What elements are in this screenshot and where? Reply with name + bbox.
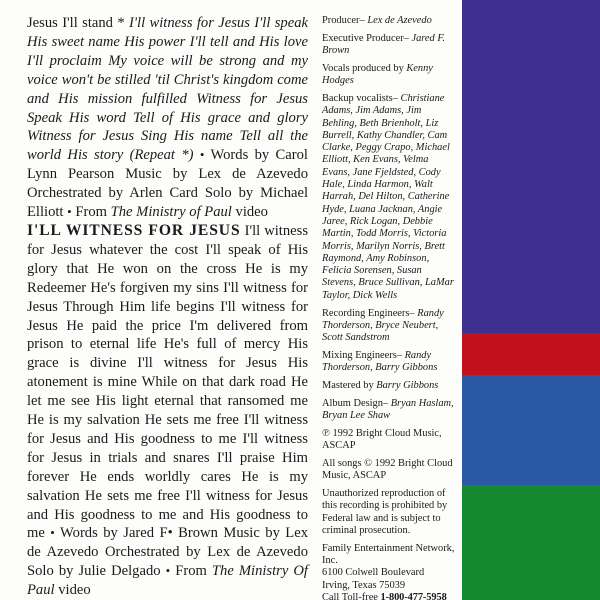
- credit-label: Album Design–: [322, 397, 389, 409]
- credit-label: Mixing Engineers–: [322, 349, 402, 361]
- previous-track-credits: Words by Carol Lynn Pearson Music by Lex de Azevedo Orchestrated by Arlen Card Solo by Michael Elliott: [27, 147, 308, 221]
- credit-mixing-engineers: [322, 350, 455, 375]
- credit-bullet-separator: •: [199, 147, 205, 163]
- track-video-word: video: [58, 582, 91, 599]
- company-address-block: [322, 543, 455, 600]
- credit-bullet-separator-2: •: [67, 204, 72, 220]
- credit-label: Mastered by: [322, 380, 374, 392]
- lyrics-italic-body: I'll witness for Jesus I'll speak His sweet name His power I'll tell and His love I'll proclaim My voice will be strong and my voice won't be stilled 'til Christ's kingdom come and His mission fulfilled Witness for Jesus Speak His word Tell of His grace and glory Witness for Jesus Sing His name Tell all the world His story (Repeat *): [27, 15, 308, 164]
- credit-label: Recording Engineers–: [322, 307, 415, 319]
- track-source-video-title: The Ministry Of Paul: [27, 563, 308, 599]
- track-block: [27, 222, 308, 600]
- songs-copyright-line: All songs © 1992 Bright Cloud Music, ASCAP: [322, 458, 453, 482]
- credit-names: Randy Thorderson, Bryce Neubert, Scott Sandstrom: [322, 307, 444, 344]
- lyrics-lead-roman: Jesus I'll stand *: [27, 15, 125, 31]
- credit-names: Kenny Hodges: [322, 62, 433, 87]
- phone-label: Call Toll-free: [322, 591, 378, 600]
- credit-names: Barry Gibbons: [376, 380, 439, 392]
- from-label: From: [75, 204, 107, 221]
- credit-names: Randy Thorderson, Barry Gibbons: [322, 349, 438, 374]
- toll-free-phone-number: 1-800-477-5958: [380, 591, 447, 600]
- credit-producer: [322, 15, 455, 27]
- credit-recording-engineers: [322, 308, 455, 345]
- credit-names: Christiane Adams, Jim Adams, Jim Behling, Beth Brienholt, Liz Burrell, Kathy Chandler, Cam Clarke, Peggy Crapo, Michael Elliott, Ken Evans, Velma Evans, Jane Fjeldsted, Cody Hale, Linda Harmon, Walt Harrah, Del Hilton, Catherine Hyde, Luana Jacknan, Angie Jaree, Rick Logan, Debbie Martin, Todd Morris, Victoria Morris, Marilyn Norris, Brett Raymond, Amy Robinson, Felicia Sorensen, Susan Stevens, Bruce Sullivan, LaMar Taylor, Dick Wells: [322, 92, 454, 301]
- song-title: I'LL WITNESS FOR JESUS: [27, 221, 241, 239]
- credit-names: Lex de Azevedo: [367, 15, 432, 26]
- track-from-label: From: [175, 563, 207, 580]
- purple-bar: [462, 0, 600, 333]
- source-video-title: The Ministry of Paul: [110, 204, 232, 221]
- credit-label: Producer–: [322, 15, 365, 26]
- credits-column: [322, 15, 455, 600]
- previous-track-lyrics-block: [27, 14, 308, 222]
- credit-backup-vocalists: [322, 93, 455, 302]
- green-bar: [462, 485, 600, 600]
- phonogram-copyright-line: ℗ 1992 Bright Cloud Music, ASCAP: [322, 427, 442, 452]
- track-credits: Words by Jared F• Brown Music by Lex de Azevedo Orchestrated by Lex de Azevedo Solo by Julie Delgado: [27, 525, 308, 580]
- legal-notice: Unauthorized reproduction of this recording is prohibited by Federal law and is subject to criminal prosecution.: [322, 488, 448, 536]
- lyrics-column: [27, 14, 308, 600]
- track-credit-bullet: •: [50, 525, 55, 541]
- video-word: video: [235, 204, 268, 221]
- credit-names: Bryan Haslam, Bryan Lee Shaw: [322, 397, 454, 422]
- blue-bar: [462, 375, 600, 485]
- credit-album-design: [322, 398, 455, 423]
- track-credit-bullet-2: •: [165, 563, 171, 579]
- credit-label: Vocals produced by: [322, 62, 404, 74]
- company-name: Family Entertainment Network, Inc.: [322, 542, 455, 567]
- credit-mastered-by: [322, 380, 455, 392]
- credit-names: Jared F. Brown: [322, 32, 445, 57]
- red-bar: [462, 333, 600, 375]
- company-city-state-zip: Irving, Texas 75039: [322, 579, 406, 591]
- credit-label: Executive Producer–: [322, 32, 409, 44]
- color-bar-strip: [462, 0, 600, 600]
- song-lyrics: I'll witness for Jesus whatever the cost I'll speak of His glory that He won on the cross He is my Redeemer He's forgiven my sins I'll witness for Jesus Through Him life begins I'll witness for Jesus He paid the price I'm delivered from prison to eternal life He's full of mercy His grace is divine I'll witness for Jesus His atonement is mine While on that dark road He let me see His light eternal that ransomed me He is my salvation He sets me free I'll witness for Jesus and His goodness to me I'll witness for Jesus in trials and snares I'll praise Him forever He ends worldly cares He is my salvation He sets me free I'll witness for Jesus and His goodness to me and His goodness to me: [27, 222, 308, 542]
- company-street: 6100 Colwell Boulevard: [322, 567, 425, 579]
- credit-label: Backup vocalists–: [322, 92, 398, 104]
- credit-vocals-produced-by: [322, 63, 455, 88]
- credit-executive-producer: [322, 33, 455, 58]
